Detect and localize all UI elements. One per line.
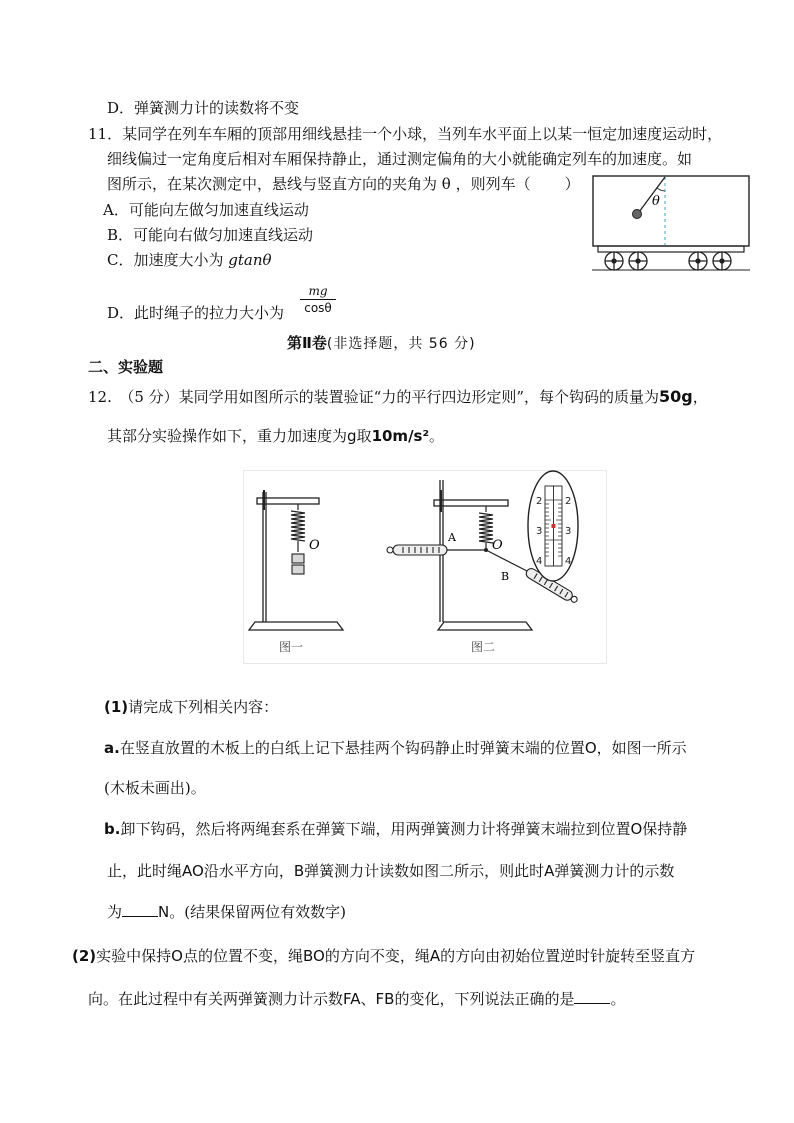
fig2-point-a: A — [448, 531, 456, 544]
q11-option-c: C．加速度大小为 gtanθ — [107, 251, 272, 269]
q11-option-b: B．可能向右做匀加速直线运动 — [107, 226, 314, 244]
theta-label: θ — [652, 194, 660, 209]
train-car-figure — [592, 175, 752, 275]
q12-item-a-line-1: a.在竖直放置的木板上的白纸上记下悬挂两个钩码静止时弹簧末端的位置O，如图一所示 — [104, 739, 687, 757]
scale-left-4: 4 — [536, 556, 543, 567]
fig1-caption: 图一 — [279, 640, 304, 654]
train-car-body — [593, 176, 749, 246]
q12-item-a-line-2: (木板未画出)。 — [104, 779, 206, 797]
q11-option-a: A．可能向左做匀加速直线运动 — [103, 201, 309, 219]
fig2-point-o: O — [492, 538, 503, 553]
scale-right-4: 4 — [565, 556, 572, 567]
answer-blank-1[interactable] — [122, 902, 158, 917]
q12-item-b-line-1: b.卸下钩码，然后将两绳套系在弹簧下端，用两弹簧测力计将弹簧末端拉到位置O保持静 — [104, 820, 688, 838]
q12-line-1: 12. （5 分）某同学用如图所示的装置验证“力的平行四边形定则”，每个钩码的质量为50g， — [88, 387, 708, 406]
q12-sub2-line-2: 向。在此过程中有关两弹簧测力计示数FA、FB的变化，下列说法正确的是 。 — [88, 990, 626, 1008]
spring-scale-a — [387, 545, 447, 555]
scale-zoom-ellipse — [528, 471, 578, 581]
scale-pointer — [552, 524, 556, 528]
q11-line-2: 细线偏过一定角度后相对车厢保持静止，通过测定偏角的大小就能确定列车的加速度。如 — [107, 150, 693, 168]
fig1-point-o: O — [309, 538, 320, 553]
scale-left-3: 3 — [536, 526, 543, 537]
q11-option-d: D．此时绳子的拉力大小为 — [107, 304, 285, 322]
fig2-point-b: B — [501, 570, 510, 583]
experiment-figure — [243, 470, 607, 664]
q12-line-2: 其部分实验操作如下，重力加速度为g取10m/s²。 — [107, 427, 445, 445]
fig2-caption: 图二 — [471, 640, 496, 654]
q12-sub1: (1)请完成下列相关内容： — [104, 698, 279, 716]
part-2-title: 第Ⅱ卷(非选择题，共 56 分) — [287, 334, 476, 352]
q11-fraction: mg cosθ — [298, 284, 338, 315]
q12-item-b-line-3: 为 N。(结果保留两位有效数字) — [107, 903, 346, 921]
q12-sub2-line-1: (2)实验中保持O点的位置不变，绳BO的方向不变，绳A的方向由初始位置逆时针旋转至竖直方 — [72, 947, 696, 965]
q12-item-b-line-2: 止，此时绳AO沿水平方向，B弹簧测力计读数如图二所示，则此时A弹簧测力计的示数 — [107, 862, 675, 880]
q11-line-1: 11．某同学在列车车厢的顶部用细线悬挂一个小球，当列车水平面上以某一恒定加速度运动时， — [88, 125, 723, 143]
scale-right-3: 3 — [565, 526, 572, 537]
section-2-title: 二、实验题 — [88, 358, 164, 376]
scale-right-2: 2 — [565, 496, 572, 507]
train-car-base — [598, 246, 744, 252]
q10-option-d: D．弹簧测力计的读数将不变 — [107, 99, 300, 117]
wheels — [605, 252, 731, 270]
q11-line-3: 图所示，在某次测定中，悬线与竖直方向的夹角为 θ ，则列车（ ） — [107, 175, 580, 193]
hanging-ball — [633, 210, 642, 219]
answer-blank-2[interactable] — [574, 989, 610, 1004]
scale-left-2: 2 — [536, 496, 543, 507]
